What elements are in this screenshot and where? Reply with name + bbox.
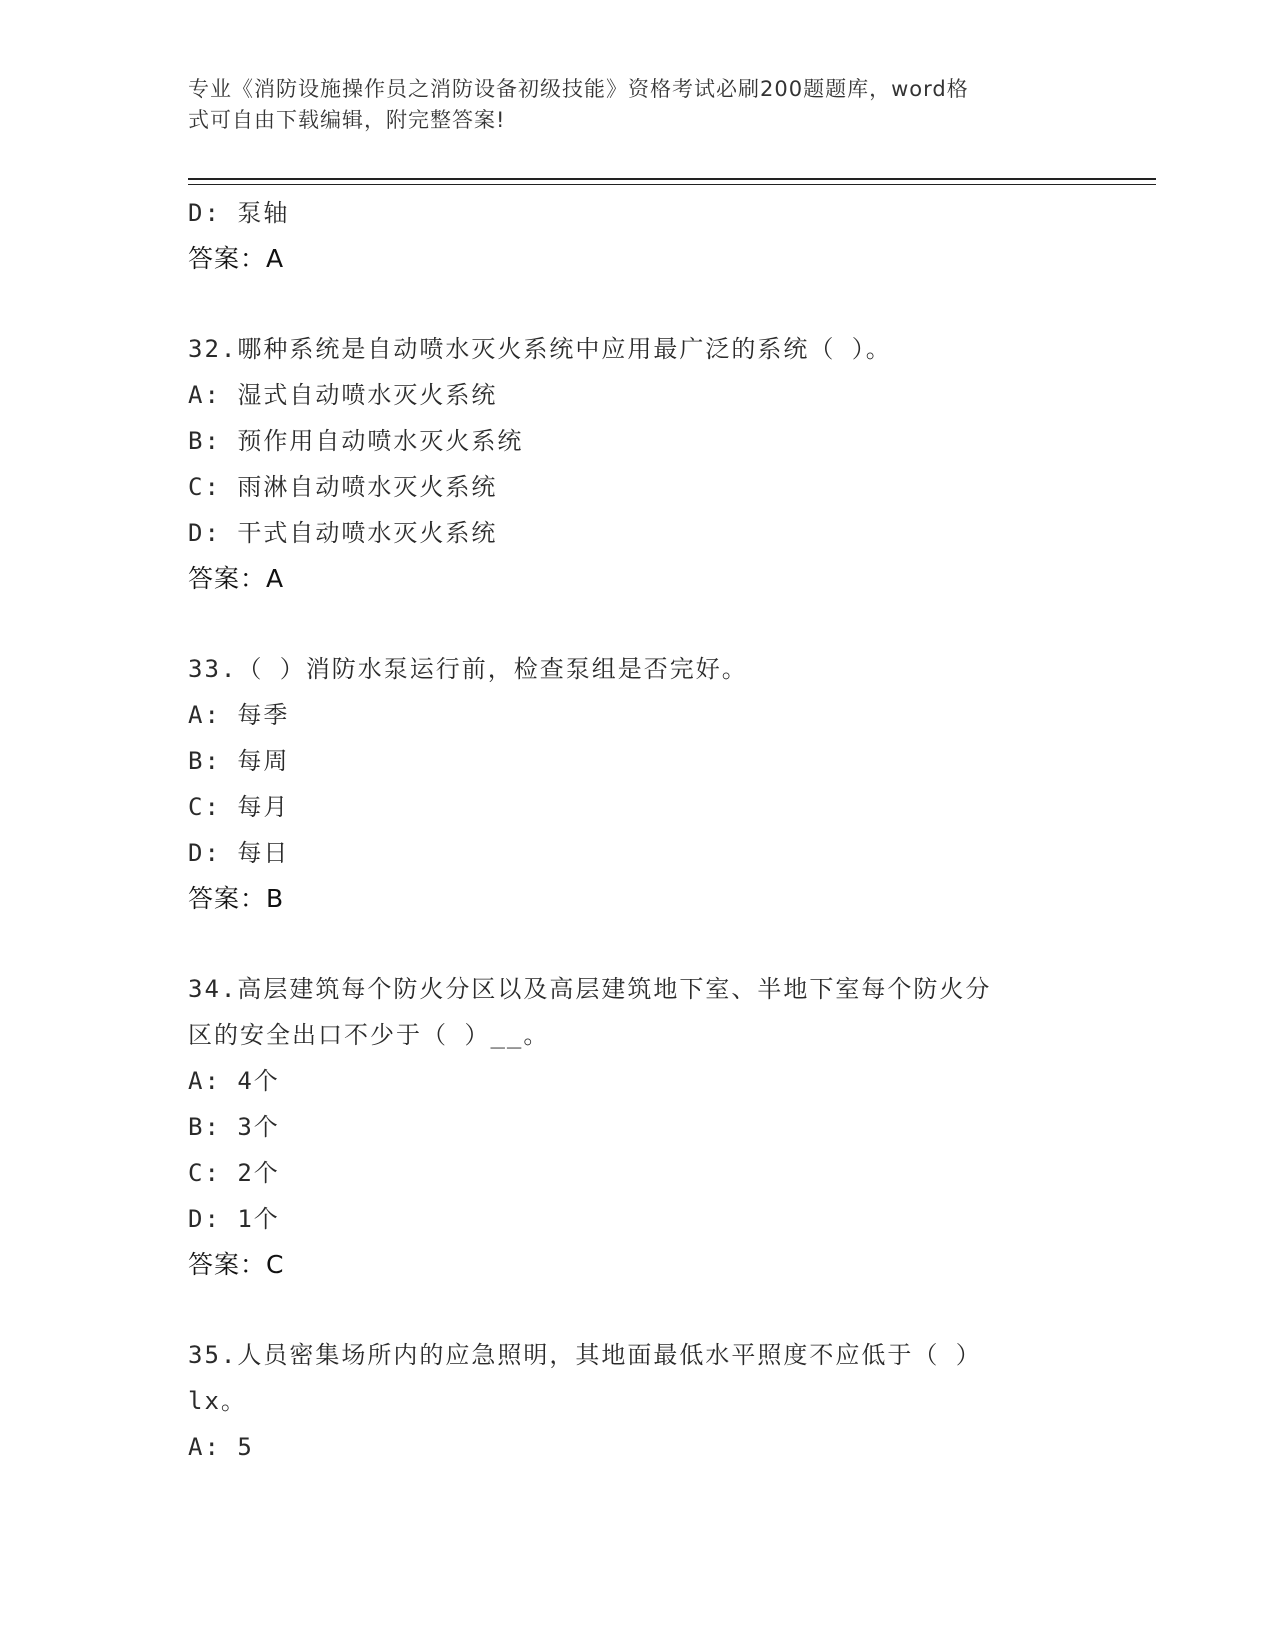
question-32 (188, 326, 1088, 602)
question-35 (188, 1332, 1088, 1470)
question-text (188, 966, 1088, 1058)
option-a: A: 4个 (188, 1067, 280, 1095)
option-d: D: 泵轴 (188, 199, 290, 227)
question-text: 33.（ ）消防水泵运行前，检查泵组是否完好。 (188, 655, 748, 683)
header-title-line-2: 式可自由下载编辑，附完整答案! (188, 108, 506, 132)
option-a: A: 每季 (188, 701, 290, 729)
answer-label: 答案：C (188, 1250, 285, 1279)
question-list (188, 190, 1088, 1470)
answer-label: 答案：A (188, 244, 285, 273)
option-b: B: 3个 (188, 1113, 280, 1141)
header-title-line-1: 专业《消防设施操作员之消防设备初级技能》资格考试必刷200题题库，word格 (188, 77, 969, 101)
answer-label: 答案：B (188, 884, 285, 913)
document-header (188, 74, 1068, 136)
header-divider-thick (188, 178, 1156, 180)
question-31-tail (188, 190, 1088, 282)
option-c: C: 2个 (188, 1159, 280, 1187)
question-33 (188, 646, 1088, 922)
option-d: D: 1个 (188, 1205, 280, 1233)
question-34 (188, 966, 1088, 1288)
question-text (188, 1332, 1088, 1424)
question-text-line-1: 35.人员密集场所内的应急照明，其地面最低水平照度不应低于（ ） (188, 1341, 982, 1369)
option-d: D: 每日 (188, 839, 290, 867)
option-b: B: 每周 (188, 747, 290, 775)
question-text-line-2: 区的安全出口不少于（ ）__。 (188, 1021, 550, 1049)
option-d: D: 干式自动喷水灭火系统 (188, 519, 498, 547)
answer-label: 答案：A (188, 564, 285, 593)
header-divider-thin (188, 184, 1156, 185)
question-text-line-1: 34.高层建筑每个防火分区以及高层建筑地下室、半地下室每个防火分 (188, 975, 992, 1003)
option-a: A: 湿式自动喷水灭火系统 (188, 381, 498, 409)
option-c: C: 雨淋自动喷水灭火系统 (188, 473, 498, 501)
question-text-line-2: lx。 (188, 1387, 247, 1415)
question-text: 32.哪种系统是自动喷水灭火系统中应用最广泛的系统（ ）。 (188, 335, 892, 363)
option-a: A: 5 (188, 1433, 254, 1461)
option-c: C: 每月 (188, 793, 290, 821)
option-b: B: 预作用自动喷水灭火系统 (188, 427, 524, 455)
